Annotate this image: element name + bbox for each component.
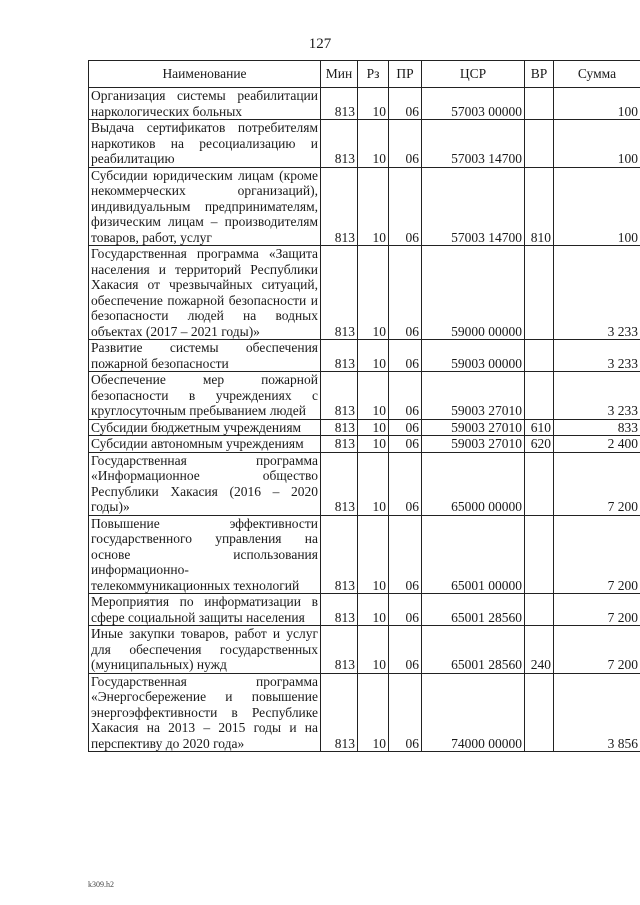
cell-sum: 833: [554, 419, 640, 436]
cell-pr: 06: [389, 167, 422, 246]
cell-csr: 59000 00000: [422, 246, 525, 340]
header-rz: Рз: [358, 61, 389, 88]
cell-rz: 10: [358, 372, 389, 420]
cell-csr: 65001 28560: [422, 626, 525, 674]
cell-pr: 06: [389, 452, 422, 515]
cell-min: 813: [321, 436, 358, 453]
table-row: [89, 372, 640, 420]
table-row: [89, 419, 640, 436]
footer-code: k309.h2: [88, 880, 114, 889]
cell-pr: 06: [389, 120, 422, 168]
cell-min: 813: [321, 452, 358, 515]
cell-name: Субсидии автономным учреждениям: [89, 436, 321, 453]
cell-csr: 65001 00000: [422, 515, 525, 594]
cell-pr: 06: [389, 436, 422, 453]
cell-rz: 10: [358, 120, 389, 168]
cell-sum: 7 200: [554, 452, 640, 515]
cell-sum: 100: [554, 88, 640, 120]
page-number: 127: [308, 36, 332, 52]
cell-min: 813: [321, 626, 358, 674]
cell-csr: 65000 00000: [422, 452, 525, 515]
cell-min: 813: [321, 120, 358, 168]
cell-vr: [525, 340, 554, 372]
cell-pr: 06: [389, 340, 422, 372]
cell-vr: [525, 515, 554, 594]
cell-csr: 59003 27010: [422, 436, 525, 453]
cell-csr: 65001 28560: [422, 594, 525, 626]
cell-rz: 10: [358, 515, 389, 594]
cell-name: Мероприятия по информатизации в сфере социальной защиты населения: [89, 594, 321, 626]
cell-vr: 610: [525, 419, 554, 436]
header-name: Наименование: [89, 61, 321, 88]
cell-min: 813: [321, 340, 358, 372]
table-row: [89, 120, 640, 168]
cell-sum: 7 200: [554, 515, 640, 594]
header-csr: ЦСР: [422, 61, 525, 88]
table-row: [89, 673, 640, 752]
cell-sum: 2 400: [554, 436, 640, 453]
cell-rz: 10: [358, 340, 389, 372]
cell-sum: 3 856: [554, 673, 640, 752]
cell-name: Государственная программа «Защита населения и территорий Республики Хакасия от чрезвычайных ситуаций, обеспечение пожарной безопасности и безопасности людей на водных объектах (2017 – 2021 годы)»: [89, 246, 321, 340]
cell-rz: 10: [358, 167, 389, 246]
cell-name: Повышение эффективности государственного управления на основе использования информационно-телекоммуникационных технологий: [89, 515, 321, 594]
cell-csr: 57003 14700: [422, 120, 525, 168]
budget-table: [88, 60, 640, 752]
cell-pr: 06: [389, 515, 422, 594]
cell-pr: 06: [389, 419, 422, 436]
cell-csr: 57003 00000: [422, 88, 525, 120]
header-pr: ПР: [389, 61, 422, 88]
cell-min: 813: [321, 372, 358, 420]
cell-pr: 06: [389, 88, 422, 120]
cell-name: Развитие системы обеспечения пожарной безопасности: [89, 340, 321, 372]
cell-sum: 3 233: [554, 246, 640, 340]
cell-rz: 10: [358, 88, 389, 120]
cell-sum: 7 200: [554, 594, 640, 626]
cell-min: 813: [321, 419, 358, 436]
cell-csr: 57003 14700: [422, 167, 525, 246]
cell-name: Государственная программа «Энергосбережение и повышение энергоэффективности в Республике Хакасия на 2013 – 2015 годы и на перспективу до 2020 года»: [89, 673, 321, 752]
cell-csr: 59003 27010: [422, 372, 525, 420]
cell-min: 813: [321, 246, 358, 340]
table-row: [89, 246, 640, 340]
cell-rz: 10: [358, 626, 389, 674]
cell-name: Организация системы реабилитации наркологических больных: [89, 88, 321, 120]
cell-sum: 3 233: [554, 340, 640, 372]
cell-vr: [525, 372, 554, 420]
cell-name: Обеспечение мер пожарной безопасности в учреждениях с круглосуточным пребыванием людей: [89, 372, 321, 420]
cell-sum: 100: [554, 120, 640, 168]
cell-vr: 810: [525, 167, 554, 246]
table-row: [89, 436, 640, 453]
cell-vr: [525, 246, 554, 340]
cell-pr: 06: [389, 626, 422, 674]
cell-vr: [525, 88, 554, 120]
cell-rz: 10: [358, 594, 389, 626]
table-row: [89, 88, 640, 120]
cell-sum: 100: [554, 167, 640, 246]
cell-name: Государственная программа «Информационное общество Республики Хакасия (2016 – 2020 годы)»: [89, 452, 321, 515]
table-body: [89, 88, 640, 752]
cell-vr: [525, 452, 554, 515]
cell-csr: 74000 00000: [422, 673, 525, 752]
cell-pr: 06: [389, 673, 422, 752]
cell-pr: 06: [389, 246, 422, 340]
cell-name: Иные закупки товаров, работ и услуг для обеспечения государственных (муниципальных) нужд: [89, 626, 321, 674]
cell-csr: 59003 27010: [422, 419, 525, 436]
header-vr: ВР: [525, 61, 554, 88]
cell-rz: 10: [358, 246, 389, 340]
header-min: Мин: [321, 61, 358, 88]
cell-sum: 3 233: [554, 372, 640, 420]
cell-name: Субсидии юридическим лицам (кроме некоммерческих организаций), индивидуальным предпринимателям, физическим лицам – производителям товаров, работ, услуг: [89, 167, 321, 246]
cell-vr: [525, 673, 554, 752]
table-row: [89, 340, 640, 372]
cell-name: Выдача сертификатов потребителям наркотиков на ресоциализацию и реабилитацию: [89, 120, 321, 168]
cell-min: 813: [321, 88, 358, 120]
cell-min: 813: [321, 594, 358, 626]
cell-min: 813: [321, 167, 358, 246]
cell-rz: 10: [358, 436, 389, 453]
cell-pr: 06: [389, 372, 422, 420]
header-sum: Сумма: [554, 61, 640, 88]
table-row: [89, 626, 640, 674]
cell-min: 813: [321, 673, 358, 752]
cell-rz: 10: [358, 673, 389, 752]
cell-vr: 620: [525, 436, 554, 453]
cell-vr: [525, 594, 554, 626]
cell-vr: [525, 120, 554, 168]
table-row: [89, 452, 640, 515]
table-header-row: [89, 61, 640, 88]
cell-rz: 10: [358, 419, 389, 436]
table-row: [89, 167, 640, 246]
table-row: [89, 515, 640, 594]
cell-rz: 10: [358, 452, 389, 515]
cell-csr: 59003 00000: [422, 340, 525, 372]
cell-min: 813: [321, 515, 358, 594]
cell-pr: 06: [389, 594, 422, 626]
cell-name: Субсидии бюджетным учреждениям: [89, 419, 321, 436]
cell-vr: 240: [525, 626, 554, 674]
cell-sum: 7 200: [554, 626, 640, 674]
table-row: [89, 594, 640, 626]
